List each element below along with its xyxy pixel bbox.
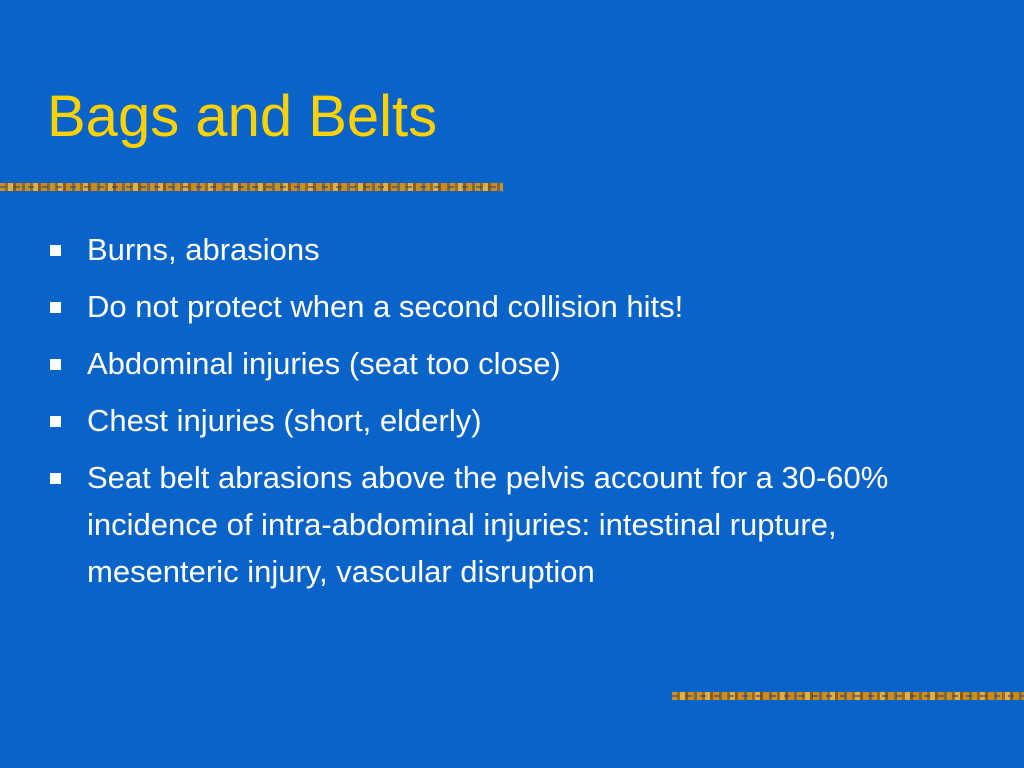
bullet-text: Do not protect when a second collision hits!: [87, 289, 684, 324]
list-item: [50, 283, 950, 330]
bullet-list: [50, 226, 950, 605]
list-item: [50, 340, 950, 387]
list-item: [50, 226, 950, 273]
list-item: [50, 397, 950, 444]
title-divider: [0, 183, 503, 191]
slide-title: Bags and Belts: [47, 84, 438, 149]
square-bullet-icon: [50, 416, 61, 427]
bullet-text: Burns, abrasions: [87, 232, 320, 267]
square-bullet-icon: [50, 245, 61, 256]
square-bullet-icon: [50, 302, 61, 313]
list-item: [50, 454, 950, 595]
square-bullet-icon: [50, 359, 61, 370]
bullet-text: Seat belt abrasions above the pelvis account for a 30-60% incidence of intra-abdominal injuries: intestinal rupture, mesenteric injury, vascular disruption: [87, 460, 889, 589]
square-bullet-icon: [50, 473, 61, 484]
footer-divider: [672, 692, 1024, 700]
bullet-text: Abdominal injuries (seat too close): [87, 346, 561, 381]
bullet-text: Chest injuries (short, elderly): [87, 403, 482, 438]
